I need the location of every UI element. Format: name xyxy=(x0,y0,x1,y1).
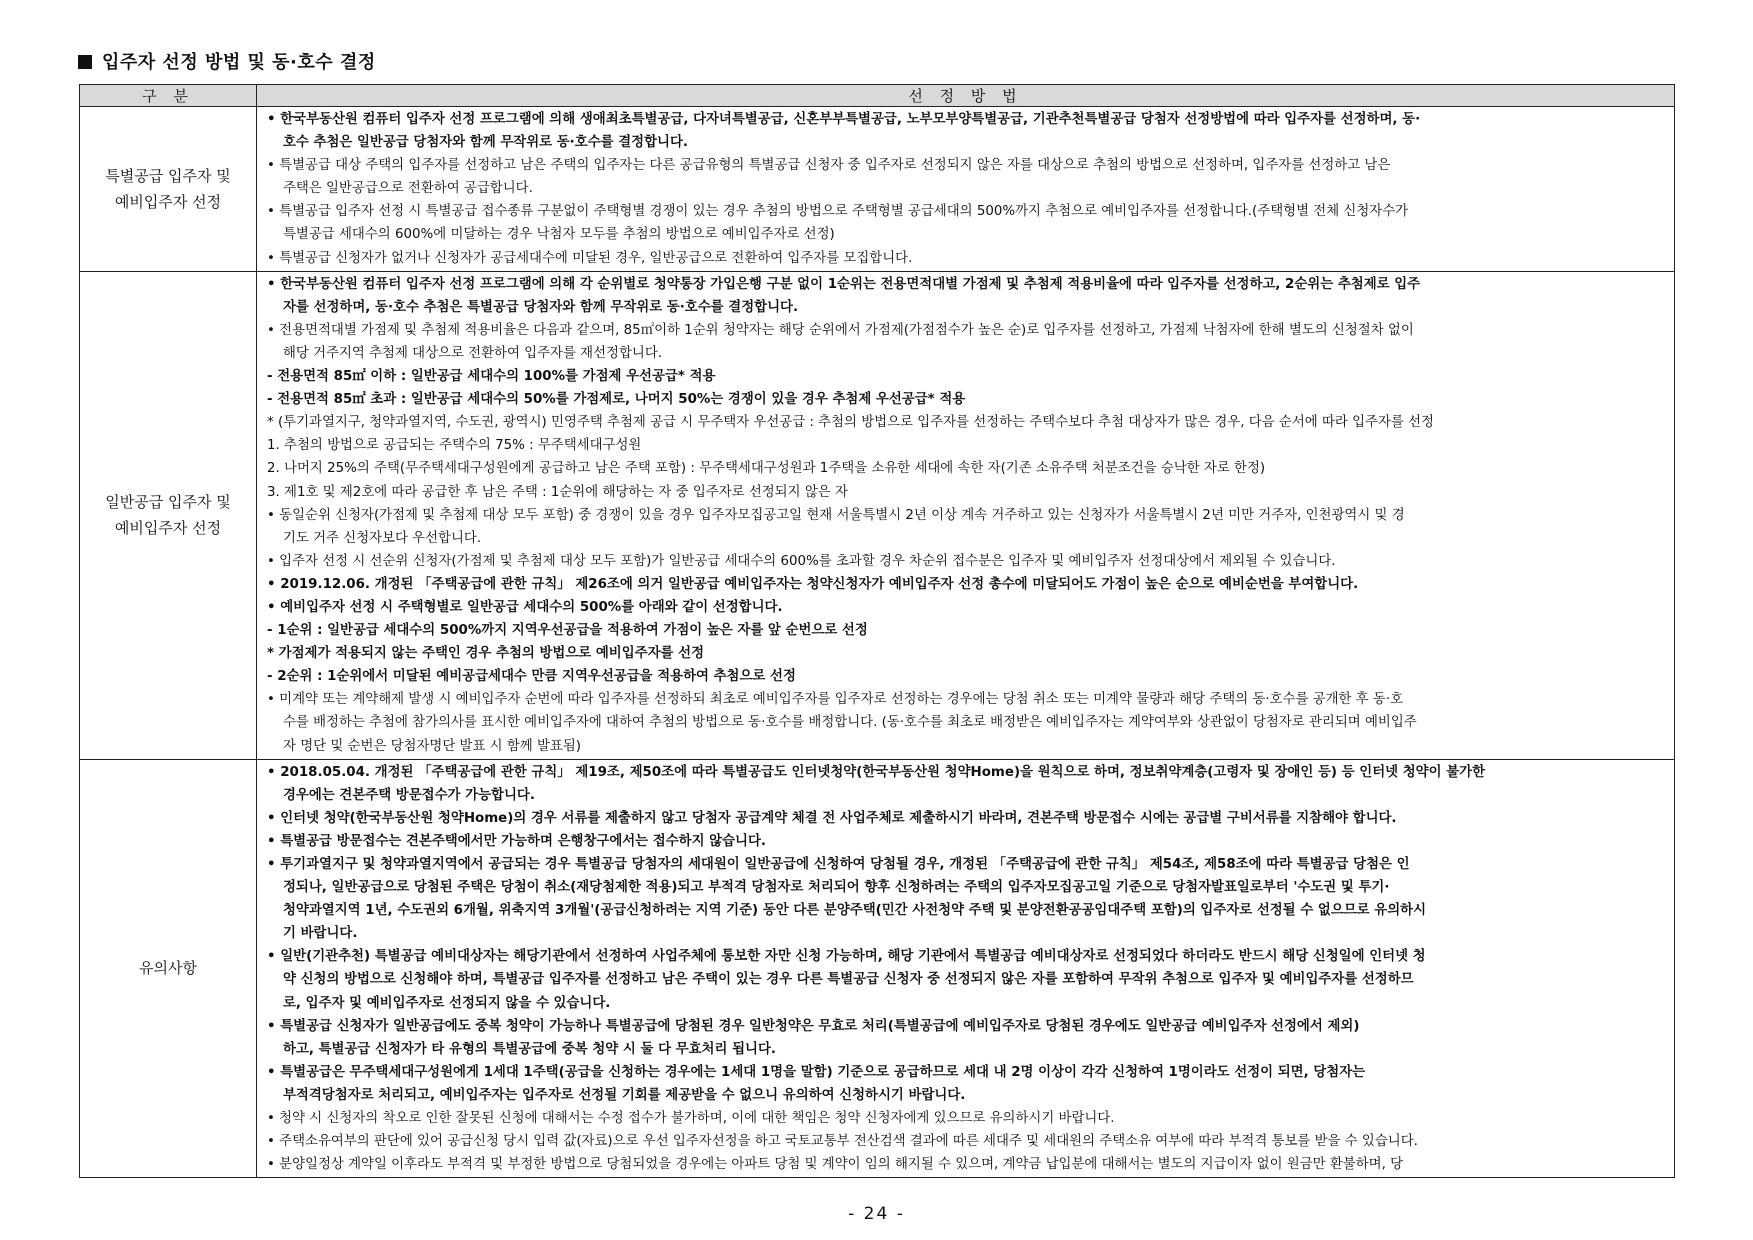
content-line: - 2순위 : 1순위에서 미달된 예비공급세대수 만큼 지역우선공급을 적용하여 추첨으로 선정 xyxy=(267,669,796,685)
category-line: 예비입주자 선정 xyxy=(114,192,222,211)
content-line: • 투기과열지구 및 청약과열지역에서 공급되는 경우 특별공급 당첨자의 세대원이 일반공급에 신청하여 당첨될 경우, 개정된 「주택공급에 관한 규칙」 제54조, 제58조에 따라 특별공급 당첨은 인 xyxy=(267,857,1410,872)
content-line: 수를 배정하는 추첨에 참가의사를 표시한 예비입주자에 대하여 추첨의 방법으로 동·호수를 배정합니다. (동·호수를 최초로 배정받은 예비입주자는 계약여부와 상관없이 당첨자로 관리되며 예비입주 xyxy=(283,715,1417,731)
content-line: 청약과열지역 1년, 수도권외 6개월, 위축지역 3개월'(공급신청하려는 지역 기준) 동안 다른 분양주택(민간 사전청약 주택 및 분양전환공공임대주택 포함)의 입주자로 선정될 수 없으므로 유의하시 xyxy=(283,903,1427,919)
section-category xyxy=(80,107,257,272)
page-title-text: 입주자 선정 방법 및 동·호수 결정 xyxy=(102,52,376,73)
content-line: 기 바랍니다. xyxy=(283,926,358,942)
content-line: • 전용면적대별 가점제 및 추첨제 적용비율은 다음과 같으며, 85㎡이하 1순위 청약자는 해당 순위에서 가점제(가점점수가 높은 순)로 입주자를 선정하고, 가점제 낙첨자에 한해 별도의 신청절차 없이 xyxy=(267,322,1414,338)
content-line: • 청약 시 신청자의 착오로 인한 잘못된 신청에 대해서는 수정 접수가 불가하며, 이에 대한 책임은 청약 신청자에게 있으므로 유의하시기 바랍니다. xyxy=(267,1111,1115,1127)
category-line: 일반공급 입주자 및 xyxy=(105,493,231,512)
table-row xyxy=(80,271,1675,759)
content-line: 하고, 특별공급 신청자가 타 유형의 특별공급에 중복 청약 시 둘 다 무효처리 됩니다. xyxy=(283,1041,776,1057)
selection-method-table xyxy=(79,84,1675,1178)
header-category: 구 분 xyxy=(80,85,257,107)
content-line: • 일반(기관추천) 특별공급 예비대상자는 해당기관에서 선정하여 사업주체에 통보한 자만 신청 가능하며, 해당 기관에서 특별공급 예비대상자로 선정되었다 하더라도 반드시 해당 신청일에 인터넷 청 xyxy=(267,949,1426,965)
content-line: • 주택소유여부의 판단에 있어 공급신청 당시 입력 값(자료)으로 우선 입주자선정을 하고 국토교통부 전산검색 결과에 따른 세대주 및 세대원의 주택소유 여부에 따라 부적격 통보를 받을 수 있습니다. xyxy=(267,1134,1418,1150)
content-line: 경우에는 견본주택 방문접수가 가능합니다. xyxy=(283,787,535,803)
content-line: • 입주자 선정 시 선순위 신청자(가점제 및 추첨제 대상 모두 포함)가 일반공급 세대수의 600%를 초과할 경우 차순위 접수분은 입주자 및 예비입주자 선정대상에서 제외될 수 있습니다. xyxy=(267,553,1336,569)
content-line: • 특별공급 신청자가 일반공급에도 중복 청약이 가능하나 특별공급에 당첨된 경우 일반청약은 무효로 처리(특별공급에 예비입주자로 당첨된 경우에도 일반공급 예비입주자 선정에서 제외) xyxy=(267,1018,1360,1034)
content-line: 자를 선정하며, 동·호수 추첨은 특별공급 당첨자와 함께 무작위로 동·호수를 결정합니다. xyxy=(283,299,799,315)
content-line: - 전용면적 85㎡ 이하 : 일반공급 세대수의 100%를 가점제 우선공급* 적용 xyxy=(267,369,716,385)
category-line: 예비입주자 선정 xyxy=(114,519,222,538)
content-line: 약 신청의 방법으로 신청해야 하며, 특별공급 입주자를 선정하고 남은 주택이 있는 경우 다른 특별공급 신청자 중 선정되지 않은 자를 포함하여 무작위 추첨으로 입주자 및 예비입주자를 선정하므 xyxy=(283,972,1414,988)
content-line: • 2019.12.06. 개정된 「주택공급에 관한 규칙」 제26조에 의거 일반공급 예비입주자는 청약신청자가 예비입주자 선정 총수에 미달되어도 가점이 높은 순으로 예비순번을 부여합니다. xyxy=(267,576,1359,592)
category-line: 유의사항 xyxy=(139,959,197,978)
content-line: • 예비입주자 선정 시 주택형별로 일반공급 세대수의 500%를 아래와 같이 선정합니다. xyxy=(267,599,783,615)
content-line: 주택은 일반공급으로 전환하여 공급합니다. xyxy=(283,181,533,197)
page-number: - 24 - xyxy=(848,1204,905,1224)
content-line: 1. 추첨의 방법으로 공급되는 주택수의 75% : 무주택세대구성원 xyxy=(267,438,642,454)
content-line: * 가점제가 적용되지 않는 주택인 경우 추첨의 방법으로 예비입주자를 선정 xyxy=(267,646,705,662)
content-line: • 한국부동산원 컴퓨터 입주자 선정 프로그램에 의해 생애최초특별공급, 다자녀특별공급, 신혼부부특별공급, 노부모부양특별공급, 기관추천특별공급 당첨자 선정방법에 따라 입주자를 선정하며, 동· xyxy=(267,112,1421,127)
content-line: • 2018.05.04. 개정된 「주택공급에 관한 규칙」 제19조, 제50조에 따라 특별공급도 인터넷청약(한국부동산원 청약Home)을 원칙으로 하며, 정보취약계층(고령자 및 장애인 등) 등 인터넷 청약이 불가한 xyxy=(267,764,1485,780)
content-line: • 인터넷 청약(한국부동산원 청약Home)의 경우 서류를 제출하지 않고 당첨자 공급계약 체결 전 사업주체로 제출하시기 바라며, 견본주택 방문접수 시에는 공급별 구비서류를 지참해야 합니다. xyxy=(267,810,1397,826)
content-line: 정되나, 일반공급으로 당첨된 주택은 당첨이 취소(재당첨제한 적용)되고 부적격 당첨자로 처리되어 향후 신청하려는 주택의 입주자모집공고일 기준으로 당첨자발표일로부터 '수도권 및 투기· xyxy=(283,880,1390,896)
content-line: • 특별공급 방문접수는 견본주택에서만 가능하며 은행창구에서는 접수하지 않습니다. xyxy=(267,833,767,849)
table-row xyxy=(80,759,1675,1178)
content-line: 호수 추첨은 일반공급 당첨자와 함께 무작위로 동·호수를 결정합니다. xyxy=(283,135,688,151)
section-content xyxy=(257,271,1675,759)
category-line: 특별공급 입주자 및 xyxy=(105,166,231,185)
content-line: - 1순위 : 일반공급 세대수의 500%까지 지역우선공급을 적용하여 가점이 높은 자를 앞 순번으로 선정 xyxy=(267,623,868,639)
content-line: - 전용면적 85㎡ 초과 : 일반공급 세대수의 50%를 가점제로, 나머지 50%는 경쟁이 있을 경우 추첨제 우선공급* 적용 xyxy=(267,392,966,408)
content-line: 3. 제1호 및 제2호에 따라 공급한 후 남은 주택 : 1순위에 해당하는 자 중 입주자로 선정되지 않은 자 xyxy=(267,484,848,500)
section-content xyxy=(257,759,1675,1178)
content-line: 2. 나머지 25%의 주택(무주택세대구성원에게 공급하고 남은 주택 포함) : 무주택세대구성원과 1주택을 소유한 세대에 속한 자(기존 소유주택 처분조건을 승낙한 자로 한정) xyxy=(267,461,1266,477)
table-header-row xyxy=(80,85,1675,107)
content-line: 해당 거주지역 추첨제 대상으로 전환하여 입주자를 재선정합니다. xyxy=(283,345,663,361)
header-method: 선 정 방 법 xyxy=(257,85,1675,107)
table-row xyxy=(80,107,1675,272)
content-line: • 동일순위 신청자(가점제 및 추첨제 대상 모두 포함) 중 경쟁이 있을 경우 입주자모집공고일 현재 서울특별시 2년 이상 계속 거주하고 있는 신청자가 서울특별시 2년 미만 거주자, 인천광역시 및 경 xyxy=(267,507,1405,523)
square-bullet-icon xyxy=(78,55,92,69)
content-line: 부적격당첨자로 처리되고, 예비입주자는 입주자로 선정될 기회를 제공받을 수 없으니 유의하여 신청하시기 바랍니다. xyxy=(283,1087,966,1103)
content-line: • 특별공급 신청자가 없거나 신청자가 공급세대수에 미달된 경우, 일반공급으로 전환하여 입주자를 모집합니다. xyxy=(267,250,913,266)
content-line: • 특별공급 입주자 선정 시 특별공급 접수종류 구분없이 주택형별 경쟁이 있는 경우 추첨의 방법으로 주택형별 공급세대의 500%까지 추첨으로 예비입주자를 선정합니다.(주택형별 전체 신청자수가 xyxy=(267,204,1409,220)
content-line: • 특별공급은 무주택세대구성원에게 1세대 1주택(공급을 신청하는 경우에는 1세대 1명을 말함) 기준으로 공급하므로 세대 내 2명 이상이 각각 신청하여 1명이라도 선정이 되면, 당첨자는 xyxy=(267,1064,1366,1080)
content-line: • 한국부동산원 컴퓨터 입주자 선정 프로그램에 의해 각 순위별로 청약통장 가입은행 구분 없이 1순위는 전용면적대별 가점제 및 추첨제 적용비율에 따라 입주자를 선정하고, 2순위는 추첨제로 입주 xyxy=(267,276,1421,292)
section-category xyxy=(80,759,257,1178)
content-line: 자 명단 및 순번은 당첨자명단 발표 시 함께 발표됨) xyxy=(283,738,581,754)
content-line: • 분양일정상 계약일 이후라도 부적격 및 부정한 방법으로 당첨되었을 경우에는 아파트 당첨 및 계약이 임의 해지될 수 있으며, 계약금 납입분에 대해서는 별도의 지급이자 없이 원금만 환불하며, 당 xyxy=(267,1157,1404,1173)
section-content xyxy=(257,107,1675,272)
content-line: * (투기과열지구, 청약과열지역, 수도권, 광역시) 민영주택 추첨제 공급 시 무주택자 우선공급 : 추첨의 방법으로 입주자를 선정하는 주택수보다 추첨 대상자가 많은 경우, 다음 순서에 따라 입주자를 선정 xyxy=(267,415,1434,431)
content-line: • 미계약 또는 계약해제 발생 시 예비입주자 순번에 따라 입주자를 선정하되 최초로 예비입주자를 입주자로 선정하는 경우에는 당첨 취소 또는 미계약 물량과 해당 주택의 동·호수를 공개한 후 동·호 xyxy=(267,692,1404,708)
section-category xyxy=(80,271,257,759)
content-line: 기도 거주 신청자보다 우선합니다. xyxy=(283,530,482,546)
content-line: 로, 입주자 및 예비입주자로 선정되지 않을 수 있습니다. xyxy=(283,995,611,1011)
content-line: 특별공급 세대수의 600%에 미달하는 경우 낙첨자 모두를 추첨의 방법으로 예비입주자로 선정) xyxy=(283,227,835,243)
content-line: • 특별공급 대상 주택의 입주자를 선정하고 남은 주택의 입주자는 다른 공급유형의 특별공급 신청자 중 입주자로 선정되지 않은 자를 대상으로 추첨의 방법으로 선정하며, 입주자를 선정하고 남은 xyxy=(267,158,1391,174)
table-body xyxy=(80,107,1675,1178)
page-title xyxy=(78,48,376,74)
